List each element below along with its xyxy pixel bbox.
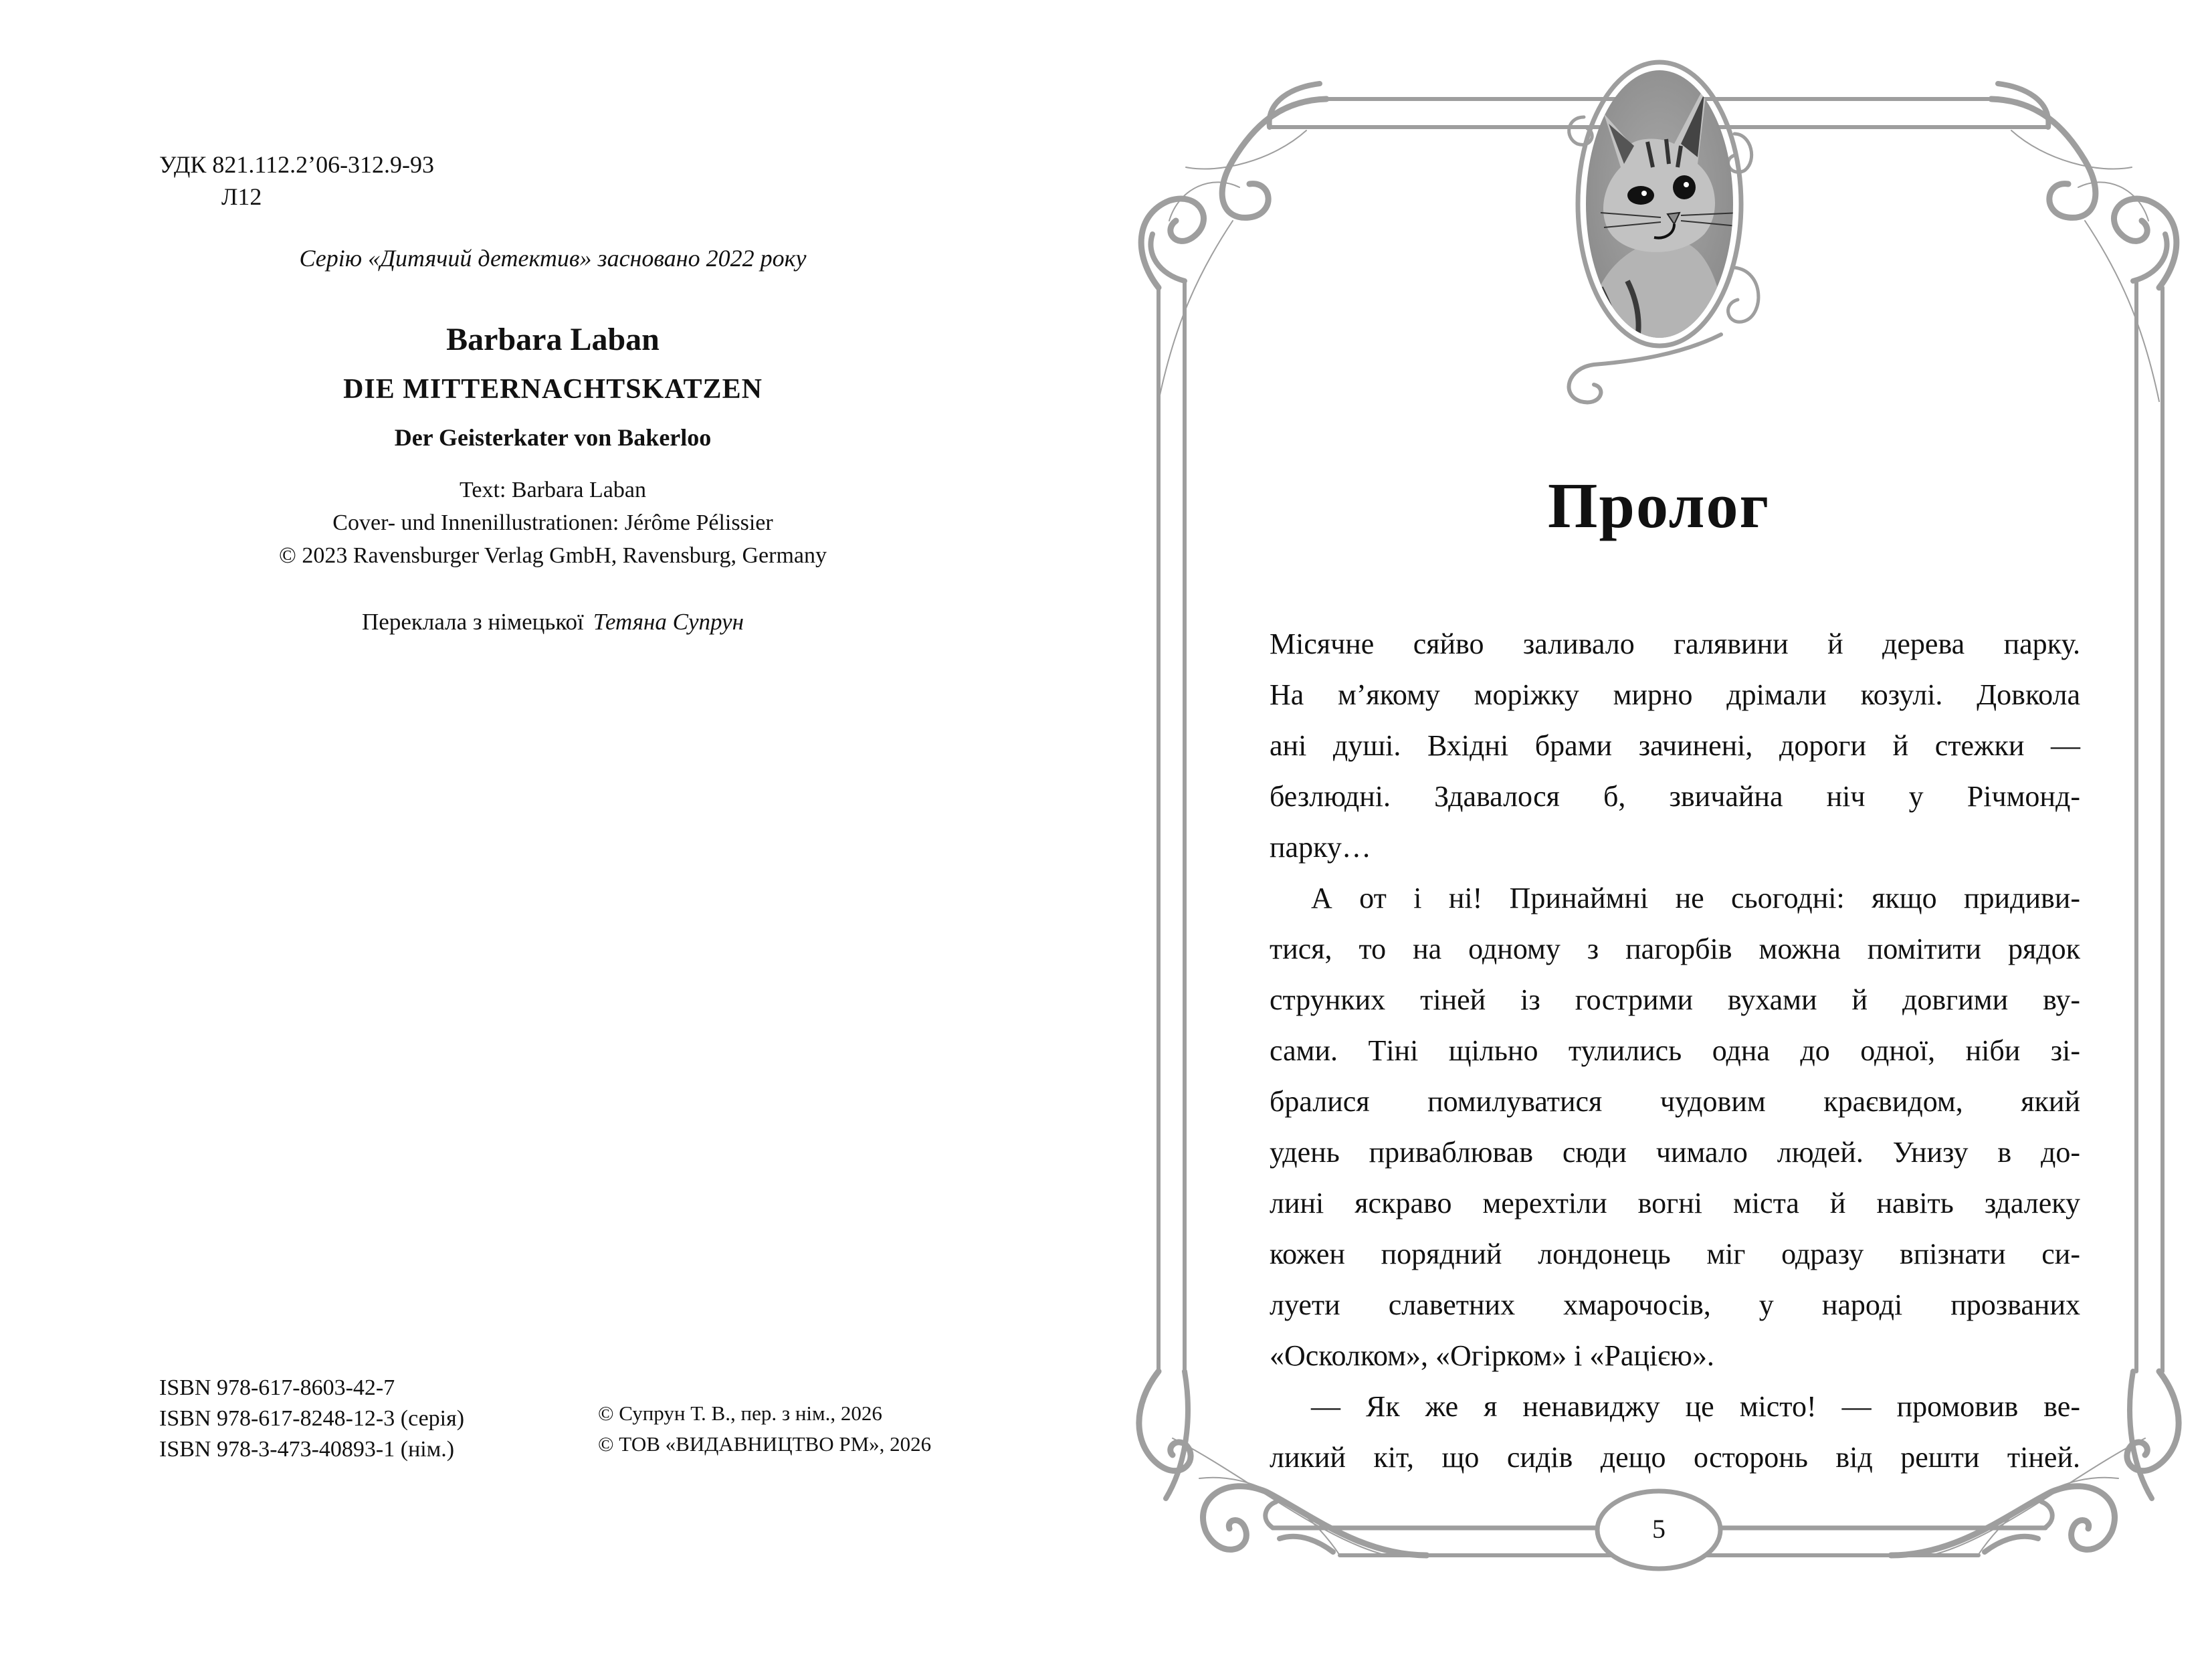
series-note: Серію «Дитячий детектив» засновано 2022 року — [299, 245, 807, 272]
isbn-block — [159, 1373, 464, 1465]
text-line: ликий кіт, що сидів дещо осторонь від решти тіней. — [1270, 1441, 2080, 1474]
chapter-heading: Пролог — [1547, 470, 1771, 541]
text-line: «Осколком», «Огірком» і «Рацією». — [1270, 1339, 1714, 1372]
original-author: Barbara Laban — [446, 322, 660, 357]
text-line: Місячне сяйво заливало галявини й дерева парку. — [1270, 627, 2080, 660]
credit-line: Text: Barbara Laban — [460, 478, 646, 502]
text-line: струнких тіней із гострими вухами й довгими ву- — [1270, 983, 2080, 1016]
corner-flourish-top-right — [1991, 84, 2177, 401]
text-line: парку… — [1270, 831, 1371, 864]
text-line: тися, то на одному з пагорбів можна помітити рядок — [1270, 933, 2080, 965]
udk-code — [159, 149, 434, 213]
isbn-line: ISBN 978-3-473-40893-1 (нім.) — [159, 1437, 455, 1462]
text-line: бралися помилуватися чудовим краєвидом, який — [1270, 1085, 2080, 1118]
text-line: ані душі. Вхідні брами зачинені, дороги й стежки — — [1270, 729, 2080, 762]
author-mark: Л12 — [221, 183, 262, 210]
copyright-line: © ТОВ «ВИДАВНИЦТВО РМ», 2026 — [598, 1432, 932, 1456]
text-line: луети славетних хмарочосів, у народі прозваних — [1270, 1288, 2080, 1321]
translator-credit — [0, 609, 1106, 636]
page-number: 5 — [1652, 1514, 1666, 1544]
cat-portrait-illustration — [1578, 62, 1741, 348]
copyright-block — [598, 1398, 931, 1460]
text-line: сами. Тіні щільно тулились одна до одної, ніби зі- — [1270, 1034, 2080, 1067]
credit-line: © 2023 Ravensburger Verlag GmbH, Ravensburg, Germany — [278, 543, 827, 568]
isbn-line: ISBN 978-617-8603-42-7 — [159, 1375, 395, 1400]
credits — [0, 474, 1106, 572]
text-line: удень приваблював сюди чимало людей. Унизу в до- — [1270, 1136, 2080, 1169]
text-line: А от і ні! Принаймні не сьогодні: якщо придиви- — [1311, 882, 2080, 914]
chapter-text — [1270, 619, 2080, 1483]
udk-line: УДК 821.112.2’06-312.9-93 — [159, 151, 435, 178]
translator-label: Переклала з німецької — [362, 609, 584, 635]
original-title: DIE MITTERNACHTSKATZEN — [343, 374, 763, 405]
text-line: безлюдні. Здавалося б, звичайна ніч у Річмонд- — [1270, 780, 2080, 813]
credit-line: Cover- und Innenillustrationen: Jérôme Pélissier — [332, 510, 773, 535]
translator-name: Тетяна Супрун — [593, 609, 744, 635]
copyright-line: © Супрун Т. В., пер. з нім., 2026 — [598, 1401, 882, 1425]
original-subtitle: Der Geisterkater von Bakerloo — [394, 424, 712, 451]
isbn-line: ISBN 978-617-8248-12-3 (серія) — [159, 1406, 465, 1431]
prologue-page — [1106, 0, 2212, 1659]
text-line: — Як же я ненавиджу це місто! — промовив ве- — [1311, 1390, 2080, 1423]
text-line: кожен порядний лондонець міг одразу впізнати си- — [1270, 1238, 2080, 1270]
text-line: На м’якому моріжку мирно дрімали козулі. Довкола — [1270, 678, 2080, 711]
corner-flourish-top-left — [1141, 84, 1326, 401]
text-line: лині яскраво мерехтіли вогні міста й навіть здалеку — [1270, 1187, 2080, 1219]
